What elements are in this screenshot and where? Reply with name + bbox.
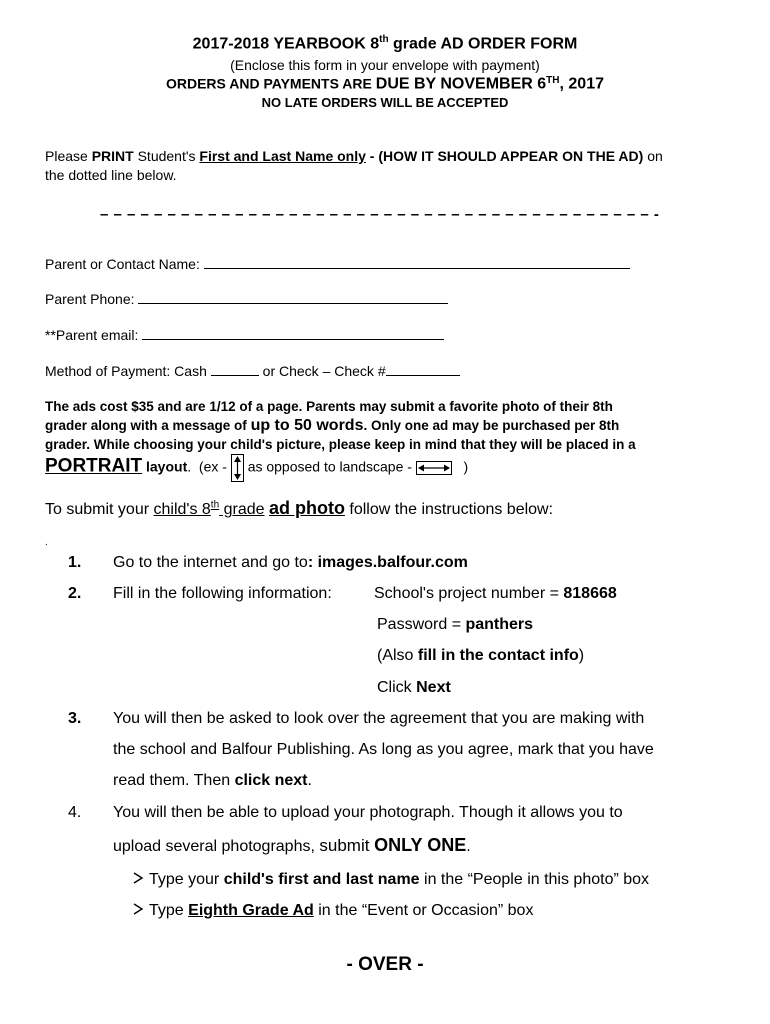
ads-cost-line1: The ads cost $35 and are 1/12 of a page. Parents may submit a favorite photo of their 8th (45, 399, 613, 414)
parent-phone-field[interactable]: Parent Phone: (45, 291, 448, 307)
project-number-line: School's project number = 818668 (374, 585, 617, 602)
click-next-line: Click Next (377, 679, 451, 696)
step-2-text: Fill in the following information: (113, 585, 332, 602)
ads-cost-line3: grader. While choosing your child's picture, please keep in mind that they will be placed in a (45, 437, 636, 452)
ads-cost-line2: grader along with a message of up to 50 words. Only one ad may be purchased per 8th (45, 417, 620, 434)
parent-email-blank[interactable] (142, 327, 444, 340)
over-footer: - OVER - (346, 954, 424, 975)
step-1-number: 1. (68, 554, 82, 571)
no-late-notice: NO LATE ORDERS WILL BE ACCEPTED (261, 95, 509, 110)
step-4-line1: You will then be able to upload your photograph. Though it allows you to (113, 804, 623, 821)
print-instruction: Please PRINT Student's First and Last Name only - (HOW IT SHOULD APPEAR ON THE AD) on (45, 148, 663, 164)
bullet-event-box: Type Eighth Grade Ad in the “Event or Occasion” box (133, 902, 533, 920)
step-3-line2: the school and Balfour Publishing. As long as you agree, mark that you have (113, 741, 654, 758)
contact-info-line: (Also fill in the contact info) (377, 647, 585, 664)
stray-dot: . (45, 537, 48, 548)
step-2-number: 2. (68, 585, 82, 602)
step-3-line3: read them. Then click next. (113, 772, 312, 789)
portrait-layout-line: PORTRAIT layout. (ex - as opposed to landscape - ) (45, 454, 468, 482)
step-4-line2: upload several photographs, submit ONLY ONE. (113, 835, 471, 855)
parent-name-blank[interactable] (204, 256, 630, 269)
bullet-people-box: Type your child's first and last name in the “People in this photo” box (133, 871, 649, 889)
step-1-text: Go to the internet and go to: images.balfour.com (113, 554, 468, 571)
parent-email-field[interactable]: **Parent email: (45, 327, 444, 343)
cash-blank[interactable] (211, 363, 259, 376)
password-line: Password = panthers (377, 616, 534, 633)
check-number-blank[interactable] (386, 363, 460, 376)
arrow-bullet-icon (133, 871, 149, 889)
parent-phone-blank[interactable] (138, 291, 448, 304)
student-name-dotted-line[interactable]: – – – – – – – – – – – – – – – – – – – – – – – – – – – – – – – – – – – – – – – – – - (100, 206, 660, 223)
form-title: 2017-2018 YEARBOOK 8th grade AD ORDER FORM (192, 34, 578, 53)
arrow-bullet-icon (133, 902, 149, 920)
step-3-line1: You will then be asked to look over the agreement that you are making with (113, 710, 645, 727)
print-instruction-line2: the dotted line below. (45, 167, 177, 183)
due-date-line: ORDERS AND PAYMENTS ARE DUE BY NOVEMBER 6TH, 2017 (165, 75, 604, 93)
payment-method-field[interactable]: Method of Payment: Cash or Check – Check # (45, 363, 460, 379)
step-3-number: 3. (68, 710, 82, 727)
landscape-arrow-icon (416, 461, 452, 475)
submit-instruction: To submit your child's 8th grade ad photo follow the instructions below: (45, 498, 554, 518)
step-4-number: 4. (68, 804, 82, 821)
form-subtitle: (Enclose this form in your envelope with payment) (230, 57, 540, 73)
portrait-arrow-icon (231, 454, 244, 482)
parent-name-field[interactable]: Parent or Contact Name: (45, 256, 630, 272)
